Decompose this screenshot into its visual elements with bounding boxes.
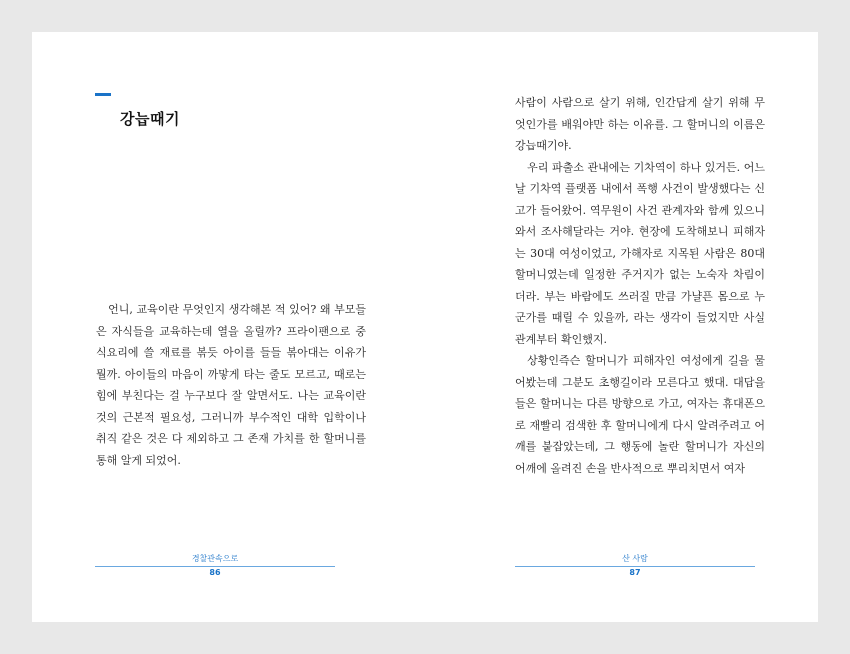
left-footer [95, 554, 335, 578]
footer-divider [515, 566, 755, 567]
chapter-title: 강늡때기 [120, 110, 180, 128]
chapter-accent-bar [95, 93, 111, 96]
footer-divider [95, 566, 335, 567]
left-body-text [96, 299, 366, 471]
right-page [425, 32, 818, 622]
right-body-text [515, 92, 765, 479]
book-title: 경찰관속으로 [191, 554, 239, 563]
paragraph: 우리 파출소 관내에는 기차역이 하나 있거든. 어느 날 기차역 플랫폼 내에서 폭행 사건이 발생했다는 신고가 들어왔어. 역무원이 사건 관계자와 함께 있으니 와서 조사해달라는 거야. 현장에 도착해보니 피해자는 30대 여성이었고, 가해자로 지목된 사람은 80대 할머니였는데 일정한 주거지가 없는 노숙자 차림이더라. 부는 바람에도 쓰러질 만큼 가냘픈 몸으로 누군가를 때릴 수 있을까, 라는 생각이 들었지만 사실관계부터 확인했지. [515, 160, 765, 346]
page-number: 86 [209, 568, 221, 577]
left-page [32, 32, 425, 622]
right-footer [515, 554, 755, 578]
paragraph: 사람이 사람으로 살기 위해, 인간답게 살기 위해 무엇인가를 배워야만 하는 이유를. 그 할머니의 이름은 강늡때기야. [515, 96, 765, 152]
chapter-title-footer: 산 사람 [622, 554, 648, 563]
paragraph: 언니, 교육이란 무엇인지 생각해본 적 있어? 왜 부모들은 자식들을 교육하는데 열을 올릴까? 프라이팬으로 중식요리에 쓸 재료를 볶듯 아이를 들들 볶아대는 이유가 뭘까. 아이들의 마음이 까맣게 타는 줄도 모르고, 때로는 힘에 부친다는 걸 누구보다 잘 알면서도. 나는 교육이란 것의 근본적 필요성, 그러니까 부수적인 대학 입학이나 취직 같은 것은 다 제외하고 그 존재 가치를 한 할머니를 통해 알게 되었어. [96, 303, 366, 467]
page-number: 87 [629, 568, 641, 577]
paragraph: 상황인즉슨 할머니가 피해자인 여성에게 길을 물어봤는데 그분도 초행길이라 모른다고 했대. 대답을 들은 할머니는 다른 방향으로 가고, 여자는 휴대폰으로 재빨리 검색한 후 할머니에게 다시 알려주려고 어깨를 붙잡았는데, 그 행동에 놀란 할머니가 자신의 어깨에 올려진 손을 반사적으로 뿌리치면서 여자 [515, 354, 765, 475]
